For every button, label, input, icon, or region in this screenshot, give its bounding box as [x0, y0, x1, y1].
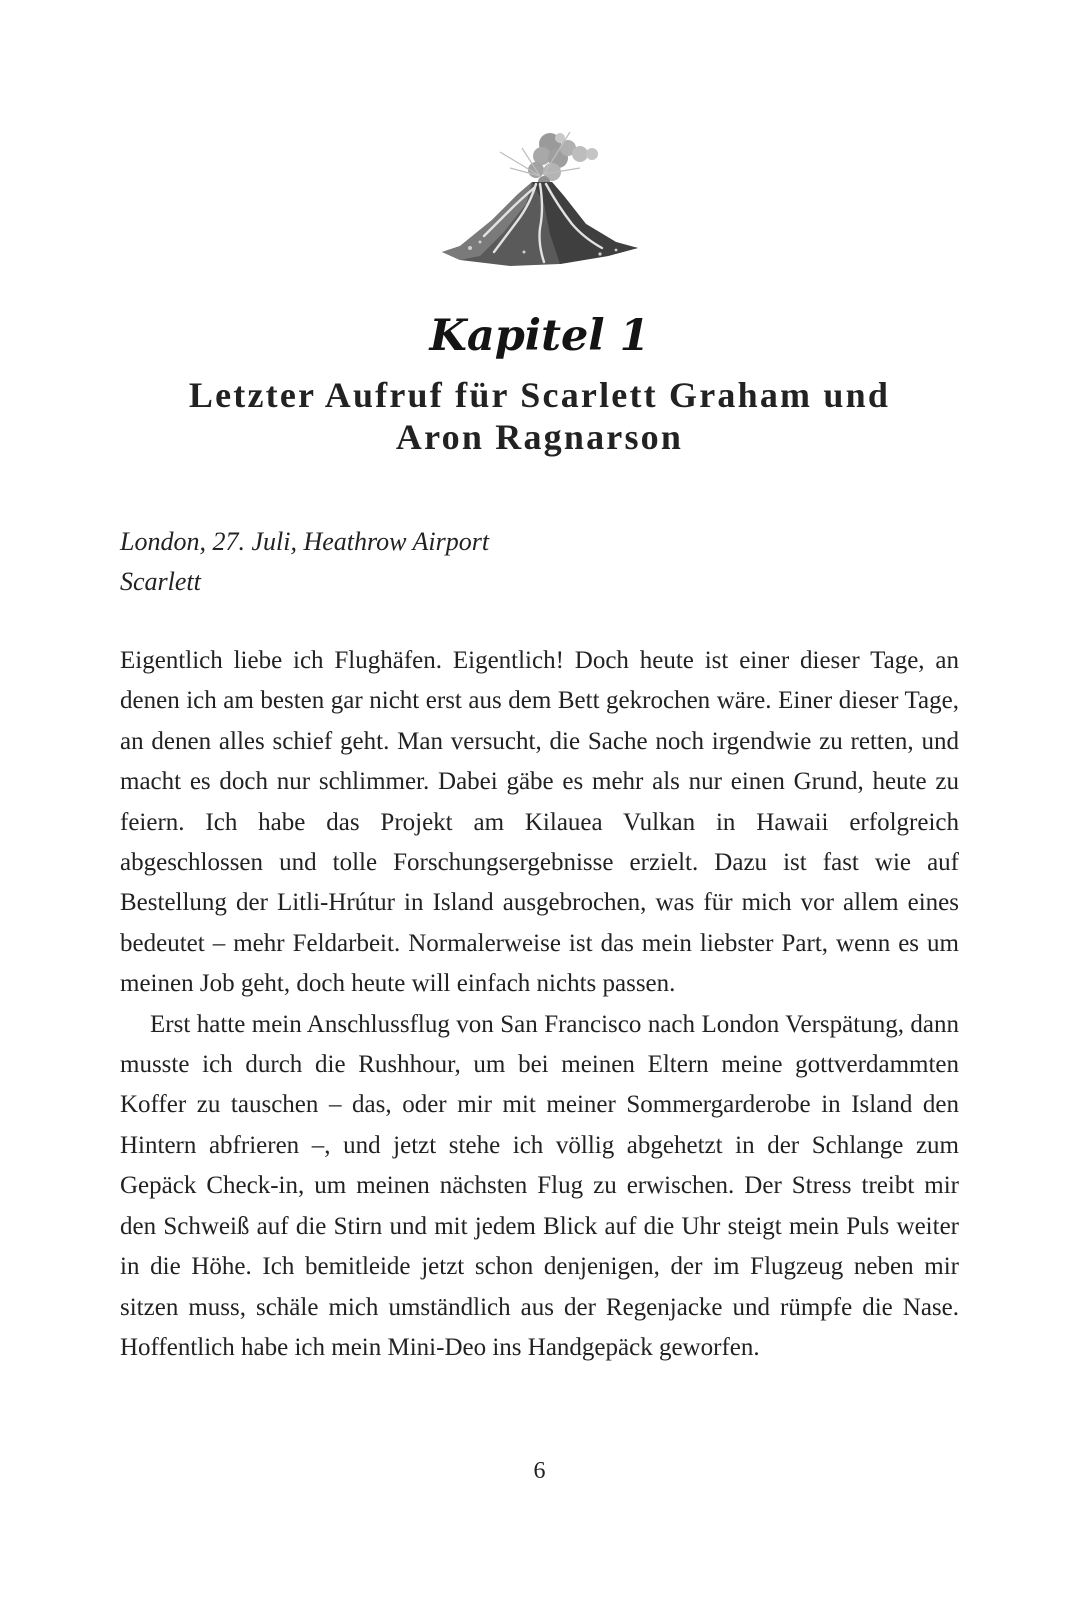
scene-location: London, 27. Juli, Heathrow Airport: [120, 527, 490, 556]
paragraph-2: Erst hatte mein Anschlussflug von San Francisco nach London Verspätung, dann musste ich durch die Rushhour, um bei meinen Eltern meine gottverdammten Koffer zu tauschen – das, oder mir mit meiner Sommergarderobe in Island den Hintern abfrieren –, und jetzt stehe ich völlig abgehetzt in der Schlange zum Gepäck Check-in, um meinen nächsten Flug zu erwischen. Der Stress treibt mir den Schweiß auf die Stirn und mit jedem Blick auf die Uhr steigt mein Puls weiter in die Höhe. Ich bemitleide jetzt schon denjenigen, der im Flugzeug neben mir sitzen muss, schäle mich umständlich aus der Regenjacke und rümpfe die Nase. Hoffentlich habe ich mein Mini-Deo ins Handgepäck geworfen.: [120, 1010, 959, 1361]
paragraph-1: Eigentlich liebe ich Flughäfen. Eigentlich! Doch heute ist einer dieser Tage, an denen ich am besten gar nicht erst aus dem Bett gekrochen wäre. Einer dieser Tage, an denen alles schief geht. Man versucht, die Sache noch irgendwie zu retten, und macht es doch nur schlimmer. Dabei gäbe es mehr als nur einen Grund, heute zu feiern. Ich habe das Projekt am Kilauea Vulkan in Hawaii erfolgreich abgeschlossen und tolle Forschungsergebnisse erzielt. Dazu ist fast wie auf Bestellung der Litli-Hrútur in Island ausgebrochen, was für mich vor allem eines bedeutet – mehr Feldarbeit. Normalerweise ist das mein liebster Part, wenn es um meinen Job geht, doch heute will einfach nichts passen.: [120, 647, 959, 998]
scene-narrator: Scarlett: [120, 567, 201, 596]
scene-heading: [120, 522, 489, 602]
chapter-subtitle: Letzter Aufruf für Scarlett Graham und Aron Ragnarson: [188, 375, 891, 457]
page-number: 6: [533, 1458, 546, 1484]
body-text: [120, 641, 959, 1368]
smoke-cloud: [528, 133, 598, 188]
chapter-title: Kapitel 1: [429, 311, 650, 361]
volcano-icon: [440, 124, 640, 270]
